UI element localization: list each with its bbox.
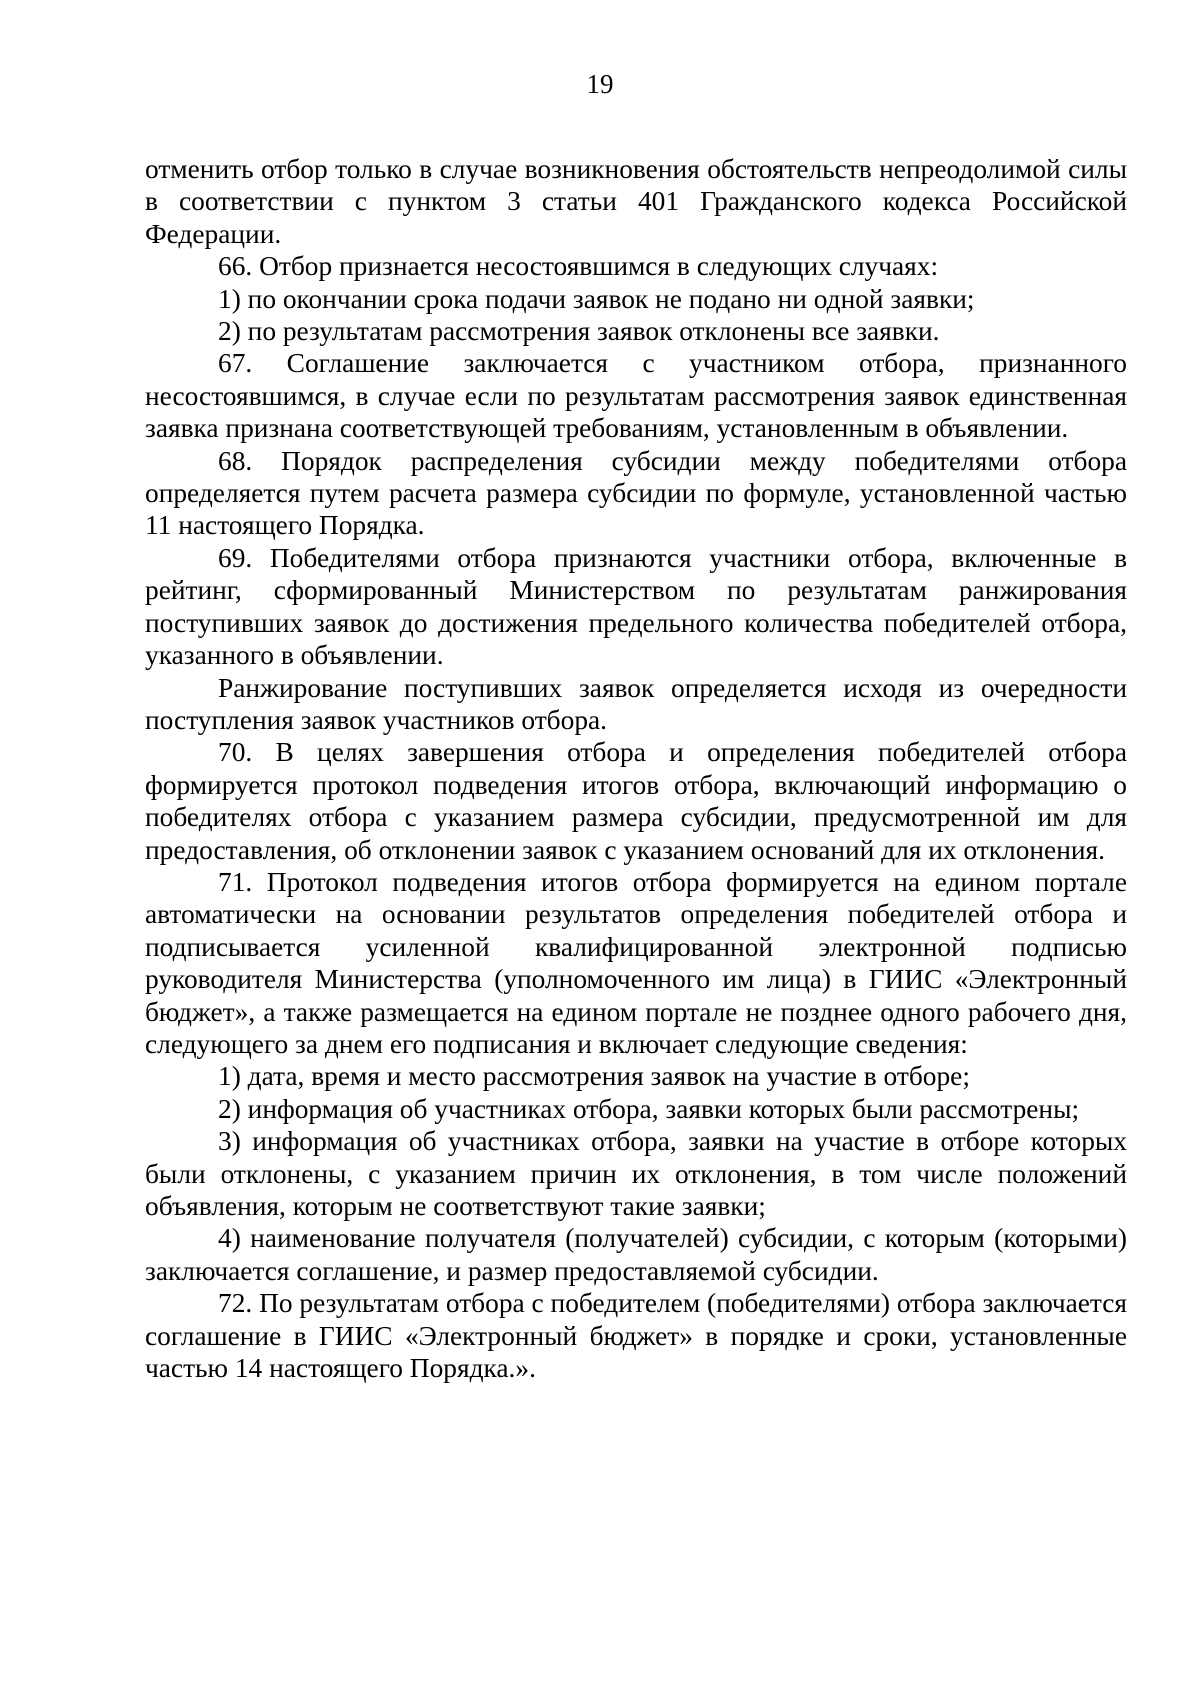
paragraph-72: 72. По результатам отбора с победителем (победителями) отбора заключается соглашение в ГИИС «Электронный бюджет» в порядке и сроки, установленные частью 14 настоящего Порядка.». xyxy=(145,1288,1127,1384)
document-body xyxy=(145,153,1127,1384)
page-number: 19 xyxy=(586,69,614,99)
paragraph-66: 66. Отбор признается несостоявшимся в следующих случаях: xyxy=(218,251,939,282)
paragraph-67: 67. Соглашение заключается с участником отбора, признанного несостоявшимся, в случае если по результатам рассмотрения заявок единственная заявка признана соответствующей требованиям, установленным в объявлении. xyxy=(145,348,1127,444)
paragraph-69: 69. Победителями отбора признаются участники отбора, включенные в рейтинг, сформированный Министерством по результатам ранжирования поступивших заявок до достижения предельного количества победителей отбора, указанного в объявлении. xyxy=(145,542,1127,671)
paragraph-71-item-3: 3) информация об участниках отбора, заявки на участие в отборе которых были отклонены, с указанием причин их отклонения, в том числе положений объявления, которым не соответствуют такие заявки; xyxy=(145,1126,1127,1221)
paragraph-68: 68. Порядок распределения субсидии между победителями отбора определяется путем расчета размера субсидии по формуле, установленной частью 11 настоящего Порядка. xyxy=(145,445,1127,541)
paragraph-71-item-4: 4) наименование получателя (получателей) субсидии, с которым (которыми) заключается соглашение, и размер предоставляемой субсидии. xyxy=(145,1223,1127,1286)
paragraph-66-item-1: 1) по окончании срока подачи заявок не подано ни одной заявки; xyxy=(218,283,975,314)
paragraph-71-item-2: 2) информация об участниках отбора, заявки которых были рассмотрены; xyxy=(218,1093,1080,1124)
paragraph-71: 71. Протокол подведения итогов отбора формируется на едином портале автоматически на основании результатов определения победителей отбора и подписывается усиленной квалифицированной электронной подписью руководителя Министерства (уполномоченного им лица) в ГИИС «Электронный бюджет», а также размещается на едином портале не позднее одного рабочего дня, следующего за днем его подписания и включает следующие сведения: xyxy=(145,866,1127,1059)
paragraph-71-item-1: 1) дата, время и место рассмотрения заявок на участие в отборе; xyxy=(218,1061,970,1092)
paragraph-70: 70. В целях завершения отбора и определения победителей отбора формируется протокол подведения итогов отбора, включающий информацию о победителях отбора с указанием размера субсидии, предусмотренной им для предоставления, об отклонении заявок с указанием оснований для их отклонения. xyxy=(145,737,1127,865)
paragraph-66-item-2: 2) по результатам рассмотрения заявок отклонены все заявки. xyxy=(218,316,940,347)
paragraph-69-ranking: Ранжирование поступивших заявок определяется исходя из очередности поступления заявок участников отбора. xyxy=(145,672,1127,735)
paragraph-continuation: отменить отбор только в случае возникновения обстоятельств непреодолимой силы в соответствии с пунктом 3 статьи 401 Гражданского кодекса Российской Федерации. xyxy=(145,154,1127,249)
